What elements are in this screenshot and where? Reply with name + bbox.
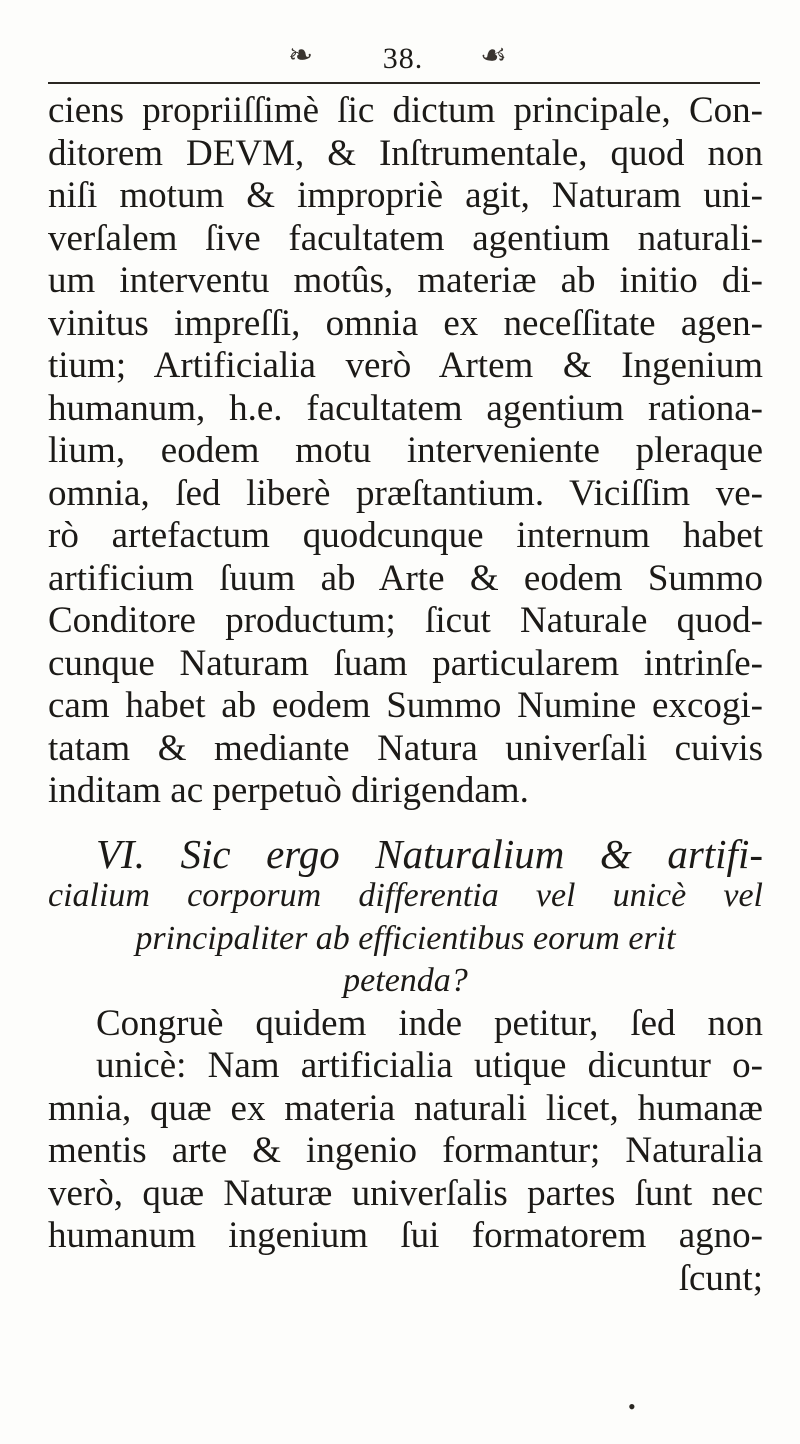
text-line: tium; Artificialia verò Artem & Ingenium (48, 345, 763, 386)
section-heading-line: principaliter ab efficientibus eorum erit (135, 919, 676, 957)
text-line: humanum, h.e. facultatem agentium rationa- (48, 387, 763, 429)
paragraph-answer (48, 1003, 763, 1301)
text-line: mentis arte & ingenio formantur; Naturalia (48, 1130, 763, 1171)
section-spacer (48, 813, 763, 833)
text-line: cam habet ab eodem Summo Numine excogi- (48, 685, 763, 726)
text-line: vinitus impreſſi, omnia ex neceſſitate agen- (48, 302, 763, 344)
text-line: ciens propriiſſimè ſic dictum principale, Con- (48, 90, 763, 131)
text-line: verò, quæ Naturæ univerſalis partes ſunt nec (48, 1172, 763, 1214)
text-line: Conditore productum; ſicut Naturale quod- (48, 600, 763, 641)
text-line: unicè: Nam artificialia utique dicuntur o- (96, 1045, 763, 1086)
text-line: humanum ingenium ſui formatorem agno- (48, 1215, 763, 1256)
text-block (48, 90, 763, 1300)
text-line: rò artefactum quodcunque internum habet (48, 515, 763, 556)
page-number: 38. (382, 42, 424, 75)
text-line: niſi motum & impropriè agit, Naturam uni- (48, 175, 763, 216)
fleuron-left-icon: ❧ (288, 39, 314, 72)
text-line: verſalem ſive facultatem agentium naturali- (48, 217, 763, 259)
text-line: lium, eodem motu interveniente pleraque (48, 430, 763, 471)
section-heading-line: cialium corporum differentia vel unicè vel (48, 877, 763, 914)
text-line: artificium ſuum ab Arte & eodem Summo (48, 557, 763, 599)
section-heading-line: petenda? (343, 962, 468, 999)
text-line: um interventu motûs, materiæ ab initio di- (48, 260, 763, 301)
text-line: ditorem DEVM, & Inſtrumentale, quod non (48, 132, 763, 174)
paragraph-continuation (48, 90, 763, 813)
text-line: omnia, ſed liberè præſtantium. Viciſſim ve- (48, 472, 763, 514)
text-line: inditam ac perpetuò dirigendam. (48, 770, 529, 811)
text-line: cunque Naturam ſuam particularem intrinſe- (48, 642, 763, 684)
text-line: mnia, quæ ex materia naturali licet, humanæ (48, 1087, 763, 1129)
section-heading-vi (48, 830, 763, 1003)
text-line: Congruè quidem inde petitur, ſed non (96, 1002, 763, 1044)
catchword: ſcunt; (678, 1257, 763, 1299)
header-rule (48, 82, 760, 84)
page-header (48, 28, 760, 84)
fleuron-right-icon: ☙ (480, 39, 507, 72)
text-line: tatam & mediante Natura univerſali cuivis (48, 727, 763, 769)
section-heading-line: VI. Sic ergo Naturalium & artifi- (96, 830, 763, 877)
signature-mark: • (628, 1394, 636, 1419)
